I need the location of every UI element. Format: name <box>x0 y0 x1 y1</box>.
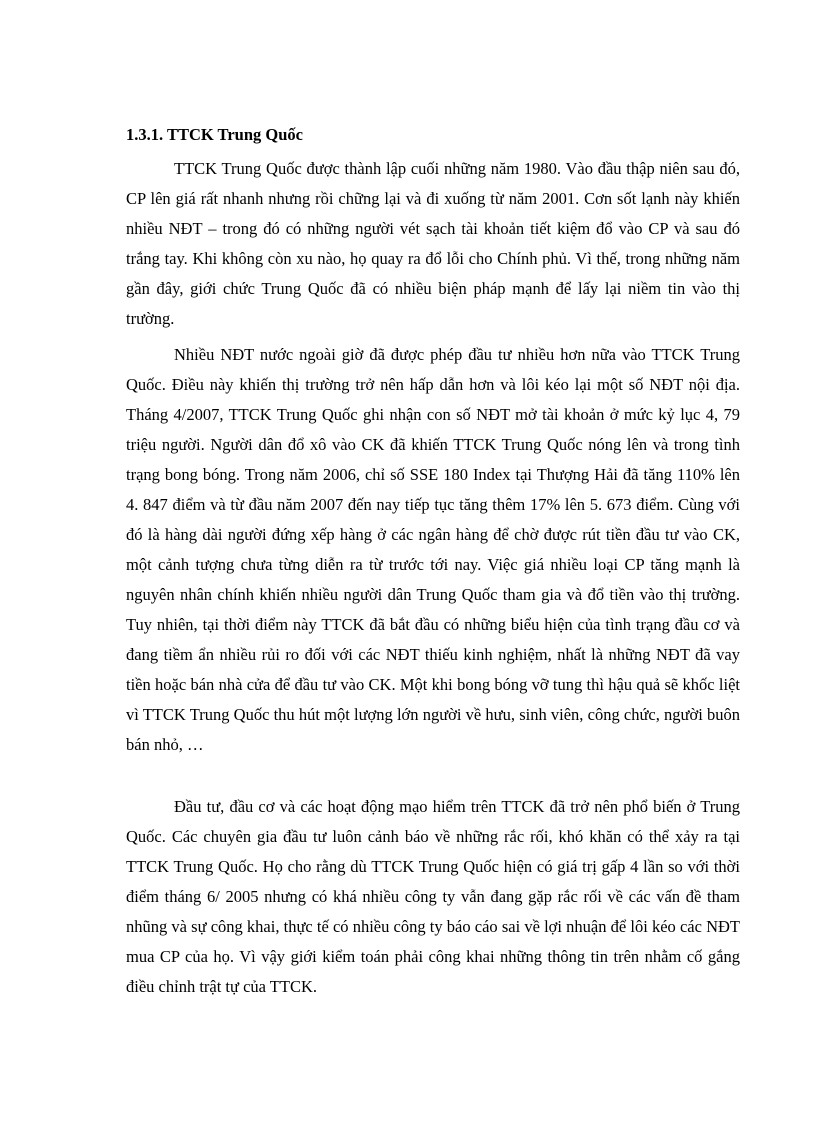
paragraph-1: TTCK Trung Quốc được thành lập cuối những năm 1980. Vào đầu thập niên sau đó, CP lên giá rất nhanh nhưng rồi chững lại và đi xuống từ năm 2001. Cơn sốt lạnh này khiến nhiều NĐT – trong đó có những người vét sạch tài khoản tiết kiệm đổ vào CP và sau đó trắng tay. Khi không còn xu nào, họ quay ra đổ lỗi cho Chính phủ. Vì thế, trong những năm gần đây, giới chức Trung Quốc đã có nhiều biện pháp mạnh để lấy lại niềm tin vào thị trường. <box>126 159 740 328</box>
section-heading: 1.3.1. TTCK Trung Quốc <box>126 125 303 144</box>
paragraph-2: Nhiều NĐT nước ngoài giờ đã được phép đầu tư nhiều hơn nữa vào TTCK Trung Quốc. Điều này khiến thị trường trở nên hấp dẫn hơn và lôi kéo lại một số NĐT nội địa. Tháng 4/2007, TTCK Trung Quốc ghi nhận con số NĐT mở tài khoản ở mức kỷ lục 4, 79 triệu người. Người dân đổ xô vào CK đã khiến TTCK Trung Quốc nóng lên và trong tình trạng bong bóng. Trong năm 2006, chỉ số SSE 180 Index tại Thượng Hải đã tăng 110% lên 4. 847 điểm và từ đầu năm 2007 đến nay tiếp tục tăng thêm 17% lên 5. 673 điểm. Cùng với đó là hàng dài người đứng xếp hàng ở các ngân hàng để chờ được rút tiền đầu tư vào CK, một cảnh tượng chưa từng diễn ra từ trước tới nay. Việc giá nhiều loại CP tăng mạnh là nguyên nhân chính khiến nhiều người dân Trung Quốc tham gia và đổ tiền vào thị trường. Tuy nhiên, tại thời điểm này TTCK đã bắt đầu có những biểu hiện của tình trạng đầu cơ và đang tiềm ẩn nhiều rủi ro đối với các NĐT thiếu kinh nghiệm, nhất là những NĐT đã vay tiền hoặc bán nhà cửa để đầu tư vào CK. Một khi bong bóng vỡ tung thì hậu quả sẽ khốc liệt vì TTCK Trung Quốc thu hút một lượng lớn người về hưu, sinh viên, công chức, người buôn bán nhỏ, … <box>126 345 740 754</box>
paragraph-3: Đầu tư, đầu cơ và các hoạt động mạo hiểm trên TTCK đã trở nên phổ biến ở Trung Quốc. Các chuyên gia đầu tư luôn cảnh báo về những rắc rối, khó khăn có thể xảy ra tại TTCK Trung Quốc. Họ cho rằng dù TTCK Trung Quốc hiện có giá trị gấp 4 lần so với thời điểm tháng 6/ 2005 nhưng có khá nhiều công ty vẫn đang gặp rắc rối về các vấn đề tham nhũng và sự công khai, thực tế có nhiều công ty báo cáo sai về lợi nhuận để lôi kéo các NĐT mua CP của họ. Vì vậy giới kiểm toán phải công khai những thông tin trên nhằm cố gắng điều chỉnh trật tự của TTCK. <box>126 797 740 996</box>
